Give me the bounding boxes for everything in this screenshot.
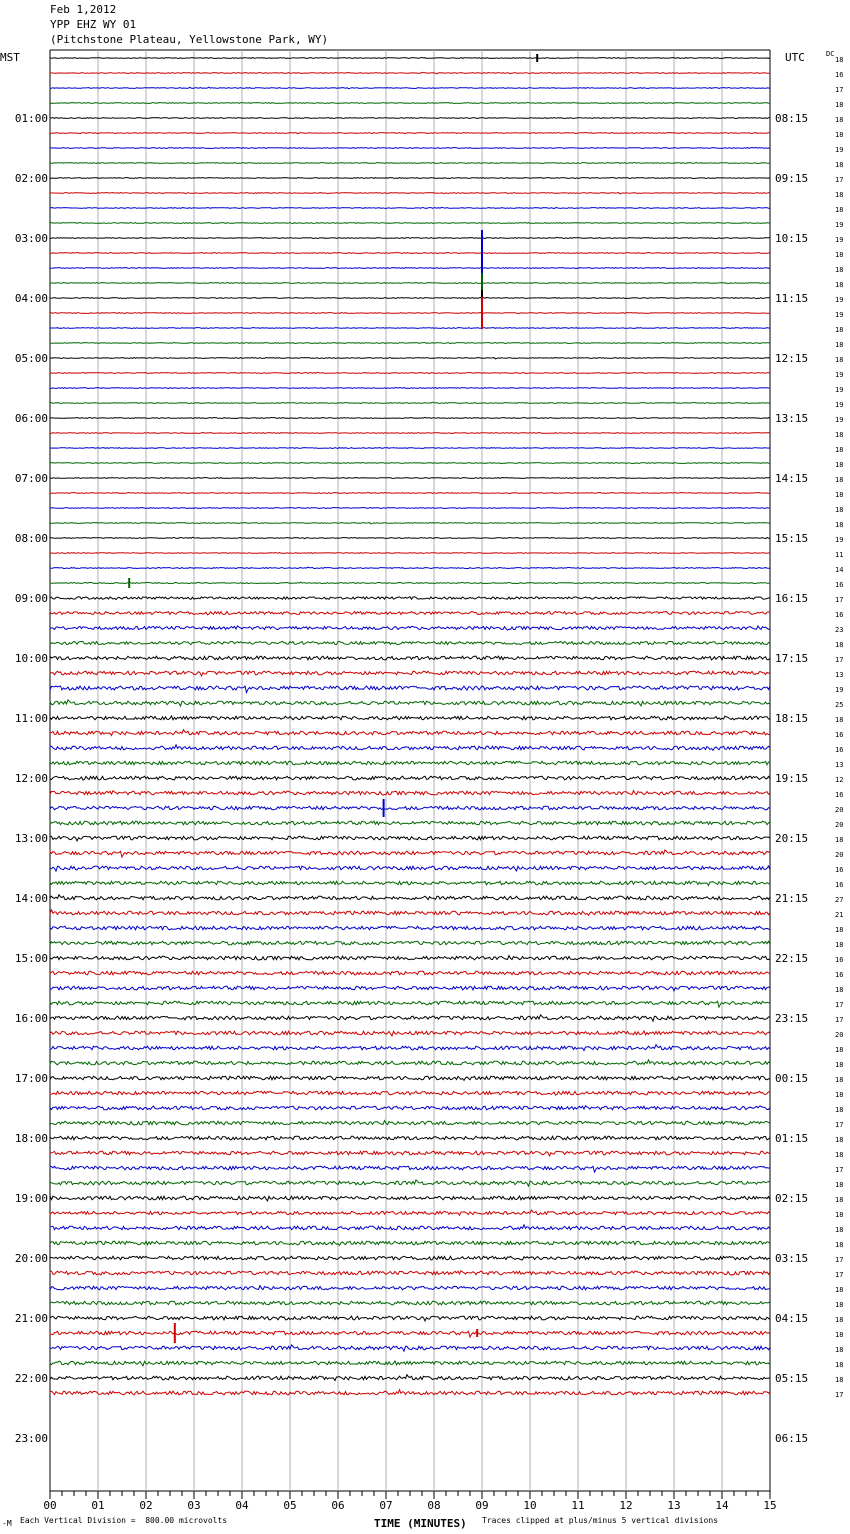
dc-value: 14 (835, 566, 844, 574)
x-tick-label: 04 (235, 1499, 249, 1512)
dc-value: 16 (835, 731, 844, 739)
trace-line (50, 207, 770, 208)
dc-value: 19 (835, 236, 844, 244)
dc-value: 18 (835, 1286, 844, 1294)
mst-time-label: 12:00 (14, 772, 48, 785)
mst-time-label: 05:00 (14, 352, 48, 365)
x-tick-label: 15 (763, 1499, 777, 1512)
mst-time-label: 14:00 (14, 892, 48, 905)
dc-value: 18 (835, 1196, 844, 1204)
dc-value: 18 (835, 326, 844, 334)
utc-time-label: 05:15 (775, 1372, 809, 1385)
x-axis (43, 1491, 776, 1512)
dc-value: 19 (835, 311, 844, 319)
clip-note: Traces clipped at plus/minus 5 vertical divisions (482, 1516, 719, 1525)
dc-value: 18 (835, 1361, 844, 1369)
trace-line (50, 463, 770, 464)
trace-line (50, 1241, 770, 1245)
dc-value: 20 (835, 1031, 844, 1039)
trace-line (50, 417, 770, 418)
trace-line (50, 343, 770, 344)
utc-time-label: 16:15 (775, 592, 809, 605)
dc-value: 17 (835, 1016, 844, 1024)
trace-line (50, 821, 770, 825)
dc-value: 18 (835, 1331, 844, 1339)
mst-time-label: 23:00 (14, 1432, 48, 1445)
trace-line (50, 1256, 770, 1260)
trace-line (50, 1076, 770, 1080)
dc-label: DC (826, 50, 835, 58)
dc-value: 16 (835, 71, 844, 79)
trace-line (50, 1301, 770, 1305)
dc-value: 16 (835, 881, 844, 889)
x-tick-label: 06 (331, 1499, 345, 1512)
mst-time-label: 20:00 (14, 1252, 48, 1265)
trace-line (50, 478, 770, 479)
dc-value: 18 (835, 1061, 844, 1069)
mst-time-label: 06:00 (14, 412, 48, 425)
trace-line (50, 582, 770, 583)
dc-value: 18 (835, 926, 844, 934)
trace-line (50, 716, 770, 720)
dc-value: 17 (835, 1001, 844, 1009)
trace-line (50, 941, 770, 945)
mst-time-label: 02:00 (14, 172, 48, 185)
utc-time-label: 21:15 (775, 892, 809, 905)
dc-value: 18 (835, 446, 844, 454)
trace-line (50, 1225, 770, 1230)
trace-line (50, 1045, 770, 1051)
dc-value: 18 (835, 521, 844, 529)
trace-line (50, 1316, 770, 1321)
trace-line (50, 1015, 770, 1021)
utc-time-label: 04:15 (775, 1312, 809, 1325)
trace-line (50, 1031, 770, 1036)
dc-value: 18 (835, 341, 844, 349)
dc-value: 18 (835, 476, 844, 484)
trace-line (50, 1361, 770, 1366)
trace-line (50, 328, 770, 329)
dc-value: 18 (835, 1151, 844, 1159)
utc-time-label: 17:15 (775, 652, 809, 665)
dc-value: 17 (835, 1271, 844, 1279)
trace-line (50, 313, 770, 314)
dc-value: 18 (835, 161, 844, 169)
x-tick-label: 08 (427, 1499, 441, 1512)
dc-value: 18 (835, 1376, 844, 1384)
dc-value: 18 (835, 836, 844, 844)
mst-time-label: 13:00 (14, 832, 48, 845)
mst-time-label: 15:00 (14, 952, 48, 965)
dc-value: 18 (835, 56, 844, 64)
trace-line (50, 223, 770, 224)
dc-value: 18 (835, 1301, 844, 1309)
trace-line (50, 791, 770, 796)
dc-value: 16 (835, 866, 844, 874)
dc-value: 19 (835, 386, 844, 394)
dc-value: 19 (835, 416, 844, 424)
mst-time-label: 22:00 (14, 1372, 48, 1385)
mst-time-label: 19:00 (14, 1192, 48, 1205)
mst-time-label: 17:00 (14, 1072, 48, 1085)
x-tick-label: 12 (619, 1499, 633, 1512)
dc-value: 18 (835, 116, 844, 124)
utc-time-label: 23:15 (775, 1012, 809, 1025)
trace-line (50, 118, 770, 119)
dc-value: 27 (835, 896, 844, 904)
trace-line (50, 178, 770, 179)
mst-time-label: 03:00 (14, 232, 48, 245)
trace-line (50, 910, 770, 916)
trace-line (50, 971, 770, 975)
utc-time-label: 20:15 (775, 832, 809, 845)
trace-line (50, 745, 770, 751)
utc-time-label: 11:15 (775, 292, 809, 305)
trace-line (50, 537, 770, 538)
mst-time-label: 16:00 (14, 1012, 48, 1025)
utc-time-label: 03:15 (775, 1252, 809, 1265)
x-tick-label: 02 (139, 1499, 153, 1512)
trace-line (50, 986, 770, 991)
trace-line (50, 553, 770, 554)
dc-value: 17 (835, 176, 844, 184)
x-tick-label: 07 (379, 1499, 393, 1512)
x-tick-label: 13 (667, 1499, 681, 1512)
dc-value: 16 (835, 611, 844, 619)
trace-line (50, 656, 770, 660)
dc-value: 16 (835, 791, 844, 799)
trace-line (50, 237, 770, 238)
dc-value: 18 (835, 1136, 844, 1144)
utc-time-label: 00:15 (775, 1072, 809, 1085)
dc-value: 18 (835, 1046, 844, 1054)
trace-line (50, 372, 770, 373)
dc-value: 20 (835, 851, 844, 859)
dc-value: 18 (835, 941, 844, 949)
dc-value: 18 (835, 1076, 844, 1084)
utc-time-label: 13:15 (775, 412, 809, 425)
trace-line (50, 193, 770, 194)
dc-value: 18 (835, 431, 844, 439)
trace-line (50, 433, 770, 434)
grid (50, 50, 770, 1491)
dc-value: 18 (835, 1091, 844, 1099)
footer-mark: -M (2, 1519, 12, 1528)
dc-value: 18 (835, 1106, 844, 1114)
traces (50, 54, 770, 1395)
dc-value: 16 (835, 971, 844, 979)
dc-value: 12 (835, 776, 844, 784)
dc-value: 13 (835, 761, 844, 769)
dc-value: 13 (835, 671, 844, 679)
dc-value: 16 (835, 956, 844, 964)
dc-value: 18 (835, 251, 844, 259)
trace-line (50, 1106, 770, 1110)
mst-time-label: 07:00 (14, 472, 48, 485)
dc-value: 18 (835, 1346, 844, 1354)
dc-value: 18 (835, 1181, 844, 1189)
trace-line (50, 388, 770, 389)
trace-line (50, 1151, 770, 1156)
utc-time-label: 15:15 (775, 532, 809, 545)
dc-value: 25 (835, 701, 844, 709)
mst-time-label: 04:00 (14, 292, 48, 305)
trace-line (50, 283, 770, 284)
trace-line (50, 402, 770, 403)
x-tick-label: 01 (91, 1499, 105, 1512)
dc-value: 18 (835, 131, 844, 139)
x-tick-label: 11 (571, 1499, 585, 1512)
trace-line (50, 686, 770, 693)
dc-value: 17 (835, 86, 844, 94)
trace-line (50, 956, 770, 961)
trace-line (50, 358, 770, 359)
dc-value: 18 (835, 716, 844, 724)
trace-line (50, 1060, 770, 1065)
trace-line (50, 87, 770, 89)
utc-time-label: 10:15 (775, 232, 809, 245)
dc-value: 17 (835, 1166, 844, 1174)
mst-time-label: 01:00 (14, 112, 48, 125)
trace-line (50, 1345, 770, 1351)
dc-value: 19 (835, 371, 844, 379)
trace-line (50, 612, 770, 615)
dc-value: 19 (835, 536, 844, 544)
utc-time-label: 01:15 (775, 1132, 809, 1145)
utc-time-label: 22:15 (775, 952, 809, 965)
mst-time-label: 21:00 (14, 1312, 48, 1325)
mst-time-label: 18:00 (14, 1132, 48, 1145)
dc-value: 18 (835, 1241, 844, 1249)
mst-time-label: 08:00 (14, 532, 48, 545)
trace-line (50, 1196, 770, 1201)
utc-time-label: 19:15 (775, 772, 809, 785)
trace-line (50, 641, 770, 644)
dc-value: 20 (835, 821, 844, 829)
trace-line (50, 1136, 770, 1140)
station-location: (Pitchstone Plateau, Yellowstone Park, WY) (50, 33, 329, 46)
utc-time-label: 09:15 (775, 172, 809, 185)
trace-line (50, 700, 770, 706)
trace-line (50, 1121, 770, 1126)
dc-value: 17 (835, 656, 844, 664)
utc-time-label: 08:15 (775, 112, 809, 125)
dc-value: 18 (835, 461, 844, 469)
trace-line (50, 567, 770, 569)
dc-value: 18 (835, 641, 844, 649)
trace-line (50, 508, 770, 509)
trace-line (50, 1286, 770, 1290)
trace-line (50, 1091, 770, 1095)
x-tick-label: 14 (715, 1499, 729, 1512)
dc-value: 16 (835, 581, 844, 589)
dc-value: 18 (835, 1211, 844, 1219)
dc-value: 18 (835, 101, 844, 109)
mst-time-label: 09:00 (14, 592, 48, 605)
dc-value: 21 (835, 911, 844, 919)
trace-line (50, 776, 770, 780)
chart-date: Feb 1,2012 (50, 3, 117, 16)
dc-value: 18 (835, 506, 844, 514)
trace-line (50, 1390, 770, 1395)
dc-value: 17 (835, 596, 844, 604)
trace-line (50, 1331, 770, 1337)
station-code: YPP EHZ WY 01 (50, 18, 137, 31)
utc-time-label: 14:15 (775, 472, 809, 485)
trace-line (50, 252, 770, 253)
trace-line (50, 895, 770, 900)
trace-line (50, 103, 770, 104)
dc-value: 11 (835, 551, 844, 559)
x-axis-title: TIME (MINUTES) (374, 1517, 467, 1530)
utc-time-label: 02:15 (775, 1192, 809, 1205)
trace-line (50, 148, 770, 149)
x-tick-label: 03 (187, 1499, 201, 1512)
trace-line (50, 1375, 770, 1381)
trace-line (50, 597, 770, 600)
trace-line (50, 836, 770, 841)
dc-value: 23 (835, 626, 844, 634)
trace-line (50, 1001, 770, 1007)
trace-line (50, 1180, 770, 1186)
trace-line (50, 1166, 770, 1172)
trace-line (50, 926, 770, 930)
trace-line (50, 730, 770, 736)
trace-line (50, 448, 770, 449)
trace-line (50, 881, 770, 885)
x-tick-label: 09 (475, 1499, 489, 1512)
trace-line (50, 1271, 770, 1276)
trace-line (50, 806, 770, 810)
dc-value: 18 (835, 356, 844, 364)
trace-line (50, 523, 770, 524)
trace-line (50, 1210, 770, 1215)
mst-time-label: 10:00 (14, 652, 48, 665)
trace-line (50, 163, 770, 164)
dc-value: 19 (835, 146, 844, 154)
dc-value: 18 (835, 1316, 844, 1324)
mst-time-label: 11:00 (14, 712, 48, 725)
scale-note: Each Vertical Division = 800.00 microvolts (20, 1516, 228, 1525)
dc-value: 19 (835, 686, 844, 694)
trace-line (50, 493, 770, 494)
utc-time-label: 06:15 (775, 1432, 809, 1445)
trace-line (50, 132, 770, 133)
dc-value: 19 (835, 401, 844, 409)
x-tick-label: 05 (283, 1499, 297, 1512)
trace-line (50, 671, 770, 676)
trace-line (50, 268, 770, 269)
trace-line (50, 626, 770, 630)
trace-line (50, 866, 770, 871)
dc-value: 17 (835, 1256, 844, 1264)
dc-value: 16 (835, 746, 844, 754)
trace-line (50, 298, 770, 299)
dc-value: 18 (835, 986, 844, 994)
dc-value: 18 (835, 491, 844, 499)
dc-value: 18 (835, 191, 844, 199)
dc-value: 18 (835, 266, 844, 274)
trace-line (50, 58, 770, 59)
mst-axis-label: MST (0, 51, 20, 64)
x-tick-label: 10 (523, 1499, 537, 1512)
x-tick-label: 00 (43, 1499, 57, 1512)
dc-value: 19 (835, 296, 844, 304)
dc-value: 18 (835, 206, 844, 214)
utc-axis-label: UTC (785, 51, 805, 64)
dc-value: 19 (835, 221, 844, 229)
dc-value: 17 (835, 1391, 844, 1399)
trace-line (50, 850, 770, 857)
dc-value: 18 (835, 281, 844, 289)
dc-value: 18 (835, 1226, 844, 1234)
utc-time-label: 12:15 (775, 352, 809, 365)
trace-line (50, 72, 770, 73)
utc-time-label: 18:15 (775, 712, 809, 725)
dc-value: 17 (835, 1121, 844, 1129)
dc-value: 20 (835, 806, 844, 814)
trace-line (50, 761, 770, 765)
